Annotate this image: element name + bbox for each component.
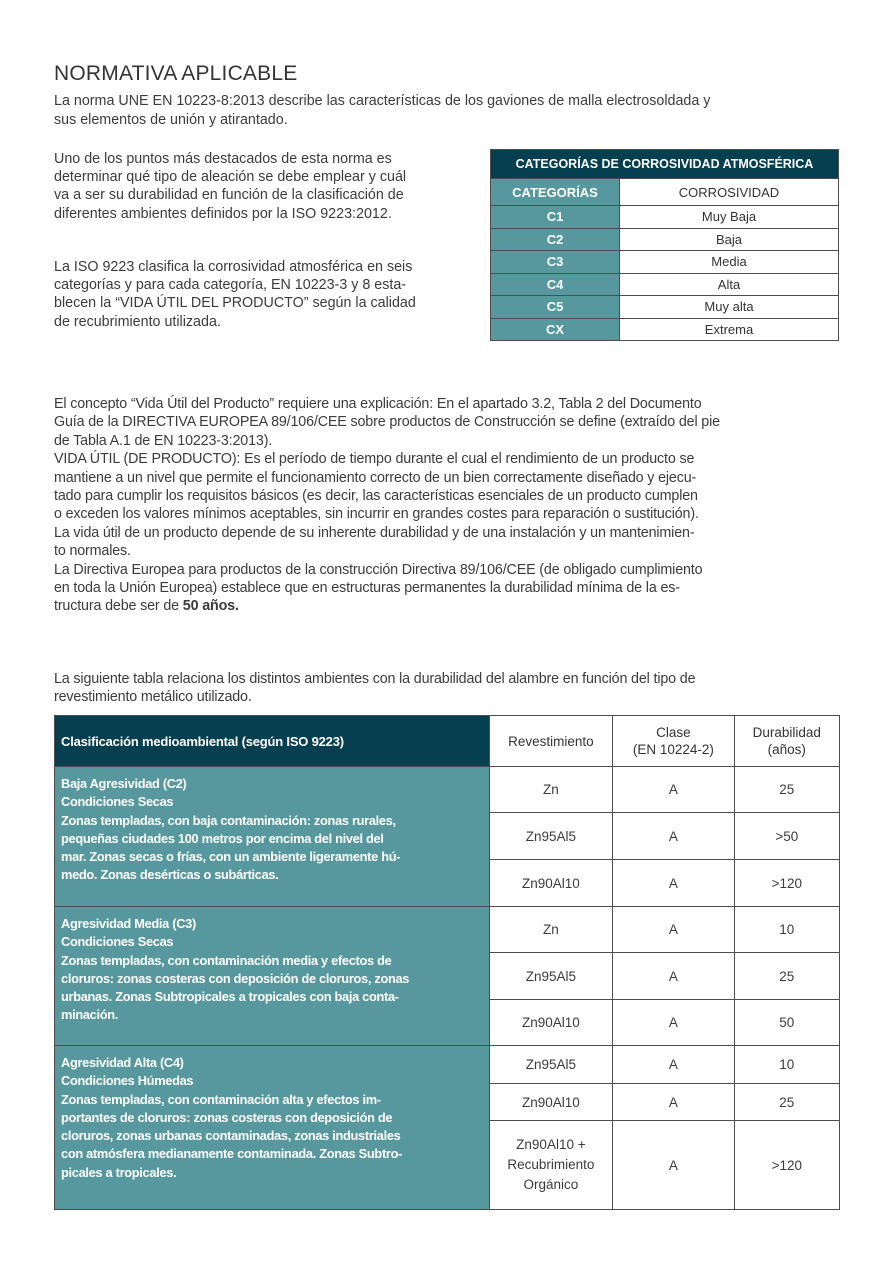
corrosivity-cell: Muy Baja <box>620 206 839 229</box>
table-row <box>55 907 840 953</box>
group-name: Agresividad Media (C3) <box>61 916 196 931</box>
group-description-line: Zonas templadas, con baja contaminación: zonas rurales, <box>61 812 396 828</box>
group-conditions: Condiciones Secas <box>61 934 174 950</box>
coating-cell: Zn90Al10 <box>489 1084 612 1121</box>
table-row <box>491 296 839 319</box>
group-description-line: urbanas. Zonas Subtropicales a tropicales con baja conta- <box>61 989 399 1005</box>
table-row <box>55 1046 840 1084</box>
group-description-line: minación. <box>61 1007 119 1023</box>
coating-cell: Zn95Al5 <box>489 813 612 860</box>
category-cell: C5 <box>491 296 620 319</box>
header-line: (EN 10224-2) <box>632 742 714 757</box>
corrosivity-cell: Extrema <box>620 318 839 341</box>
minimum-durability-highlight: 50 años. <box>182 598 239 615</box>
environment-group-c3 <box>55 907 490 1046</box>
service-life-explanation <box>54 395 844 616</box>
text-line: to normales. <box>54 543 131 560</box>
durability-cell: 25 <box>734 953 839 1000</box>
category-cell: CX <box>491 318 620 341</box>
durability-cell: 10 <box>734 1046 839 1084</box>
intro-paragraph <box>54 92 844 129</box>
class-cell: A <box>613 907 734 953</box>
corrosivity-cell: Muy alta <box>620 296 839 319</box>
text-line: determinar qué tipo de aleación se debe emplear y cuál <box>54 169 407 186</box>
text-line: La siguiente tabla relaciona los distintos ambientes con la durabilidad del alambre en función del tipo de <box>54 671 696 687</box>
class-cell: A <box>613 1121 734 1210</box>
coating-cell: Zn95Al5 <box>489 1046 612 1084</box>
text-line: Guía de la DIRECTIVA EUROPEA 89/106/CEE sobre productos de Construcción se define (extraído del pie <box>54 414 720 431</box>
text-line: La Directiva Europea para productos de la construcción Directiva 89/106/CEE (de obligado cumplimiento <box>54 561 703 578</box>
page-title: NORMATIVA APLICABLE <box>54 62 298 85</box>
iso-classification-paragraph <box>54 258 479 331</box>
text-line: La ISO 9223 clasifica la corrosividad atmosférica en seis <box>54 259 413 275</box>
corrosivity-cell: Media <box>620 251 839 274</box>
durability-cell: >50 <box>734 813 839 860</box>
text-line: revestimiento metálico utilizado. <box>54 689 252 706</box>
corrosivity-cell: Alta <box>620 273 839 296</box>
text-line: VIDA ÚTIL (DE PRODUCTO): Es el período de tiempo durante el cual el rendimiento de un producto se <box>54 451 695 468</box>
group-description-line: medo. Zonas desérticas o subárticas. <box>61 867 279 883</box>
corrosivity-table-title: CATEGORÍAS DE CORROSIVIDAD ATMOSFÉRICA <box>491 150 839 179</box>
table-row <box>491 273 839 296</box>
durability-cell: 10 <box>734 907 839 953</box>
text-span: tructura debe ser de <box>54 598 183 615</box>
text-line: tado para cumplir los requisitos básicos (es decir, las características esenciales de un producto cumplen <box>54 488 698 505</box>
table-intro-paragraph <box>54 670 844 707</box>
table-row <box>491 206 839 229</box>
class-cell: A <box>613 953 734 1000</box>
table-row <box>491 228 839 251</box>
durability-cell: 25 <box>734 1084 839 1121</box>
group-description-line: portantes de cloruros: zonas costeras con deposición de <box>61 1109 393 1125</box>
corrosivity-categories-table <box>490 149 839 341</box>
durability-cell: >120 <box>734 860 839 907</box>
category-cell: C1 <box>491 206 620 229</box>
class-cell: A <box>613 860 734 907</box>
category-cell: C2 <box>491 228 620 251</box>
text-line: El concepto “Vida Útil del Producto” requiere una explicación: En el apartado 3.2, Tabla 2 del Documento <box>54 396 702 412</box>
group-description-line: con atmósfera medianamente contaminada. Zonas Subtro- <box>61 1146 403 1162</box>
environment-group-c2 <box>55 767 490 907</box>
class-cell: A <box>613 1000 734 1046</box>
text-line: en toda la Unión Europea) establece que en estructuras permanentes la durabilidad mínima de la es- <box>54 580 680 597</box>
text-line <box>54 597 844 615</box>
category-cell: C4 <box>491 273 620 296</box>
group-description-line: mar. Zonas secas o frías, con un ambiente ligeramente hú- <box>61 849 401 865</box>
coating-cell <box>489 1121 612 1210</box>
table-row <box>55 767 840 813</box>
group-description-line: Zonas templadas, con contaminación alta y efectos im- <box>61 1091 381 1107</box>
coating-line: Recubrimiento <box>507 1157 595 1172</box>
category-cell: C3 <box>491 251 620 274</box>
class-cell: A <box>613 767 734 813</box>
text-line: va a ser su durabilidad en función de la clasificación de <box>54 187 404 204</box>
column-header-class <box>613 716 734 767</box>
group-description-line: picales a tropicales. <box>61 1164 177 1180</box>
text-line: de Tabla A.1 de EN 10223-3:2013). <box>54 432 273 449</box>
group-conditions: Condiciones Secas <box>61 794 174 810</box>
class-cell: A <box>613 813 734 860</box>
coating-cell: Zn <box>489 907 612 953</box>
text-line: mantiene a un nivel que permite el funcionamiento correcto de un bien correctamente diseñado y ejecu- <box>54 469 697 486</box>
text-line: Uno de los puntos más destacados de esta norma es <box>54 151 392 167</box>
column-header-classification: Clasificación medioambiental (según ISO 9223) <box>55 716 490 767</box>
header-line: Clase <box>656 725 691 740</box>
durability-table <box>54 715 840 1210</box>
coating-cell: Zn95Al5 <box>489 953 612 1000</box>
table-row <box>491 251 839 274</box>
group-name: Baja Agresividad (C2) <box>61 776 187 791</box>
class-cell: A <box>613 1084 734 1121</box>
durability-cell: >120 <box>734 1121 839 1210</box>
group-description-line: cloruros, zonas urbanas contaminadas, zonas industriales <box>61 1128 401 1144</box>
durability-cell: 50 <box>734 1000 839 1046</box>
group-description-line: cloruros: zonas costeras con deposición de cloruros, zonas <box>61 970 410 986</box>
environment-group-c4 <box>55 1046 490 1210</box>
group-description-line: pequeñas ciudades 100 metros por encima del nivel del <box>61 830 384 846</box>
header-line: (años) <box>767 742 806 757</box>
column-header-corrosivity: CORROSIVIDAD <box>620 179 839 206</box>
coating-cell: Zn90Al10 <box>489 860 612 907</box>
text-line: de recubrimiento utilizada. <box>54 313 221 330</box>
group-description-line: Zonas templadas, con contaminación media y efectos de <box>61 952 392 968</box>
coating-cell: Zn90Al10 <box>489 1000 612 1046</box>
text-line: La norma UNE EN 10223-8:2013 describe las características de los gaviones de malla electrosoldada y <box>54 93 711 109</box>
text-line: sus elementos de unión y atirantado. <box>54 111 288 128</box>
text-line: diferentes ambientes definidos por la ISO 9223:2012. <box>54 205 392 222</box>
text-line: o exceden los valores mínimos aceptables, sin incurrir en grandes costes para reparación o sustitución). <box>54 506 699 523</box>
text-line: categorías y para cada categoría, EN 10223-3 y 8 esta- <box>54 277 407 294</box>
group-name: Agresividad Alta (C4) <box>61 1055 184 1070</box>
corrosivity-cell: Baja <box>620 228 839 251</box>
column-header-durability <box>734 716 839 767</box>
group-conditions: Condiciones Húmedas <box>61 1073 194 1089</box>
coating-line: Zn90Al10 + <box>516 1137 586 1152</box>
durability-cell: 25 <box>734 767 839 813</box>
coating-cell: Zn <box>489 767 612 813</box>
text-line: La vida útil de un producto depende de su inherente durabilidad y de una instalación y un mantenimien- <box>54 524 695 541</box>
column-header-categories: CATEGORÍAS <box>491 179 620 206</box>
text-line: blecen la “VIDA ÚTIL DEL PRODUCTO” según la calidad <box>54 295 416 312</box>
table-row <box>491 318 839 341</box>
class-cell: A <box>613 1046 734 1084</box>
header-line: Durabilidad <box>752 725 821 740</box>
column-header-coating: Revestimiento <box>489 716 612 767</box>
norm-description-paragraph <box>54 150 479 223</box>
coating-line: Orgánico <box>523 1177 579 1192</box>
